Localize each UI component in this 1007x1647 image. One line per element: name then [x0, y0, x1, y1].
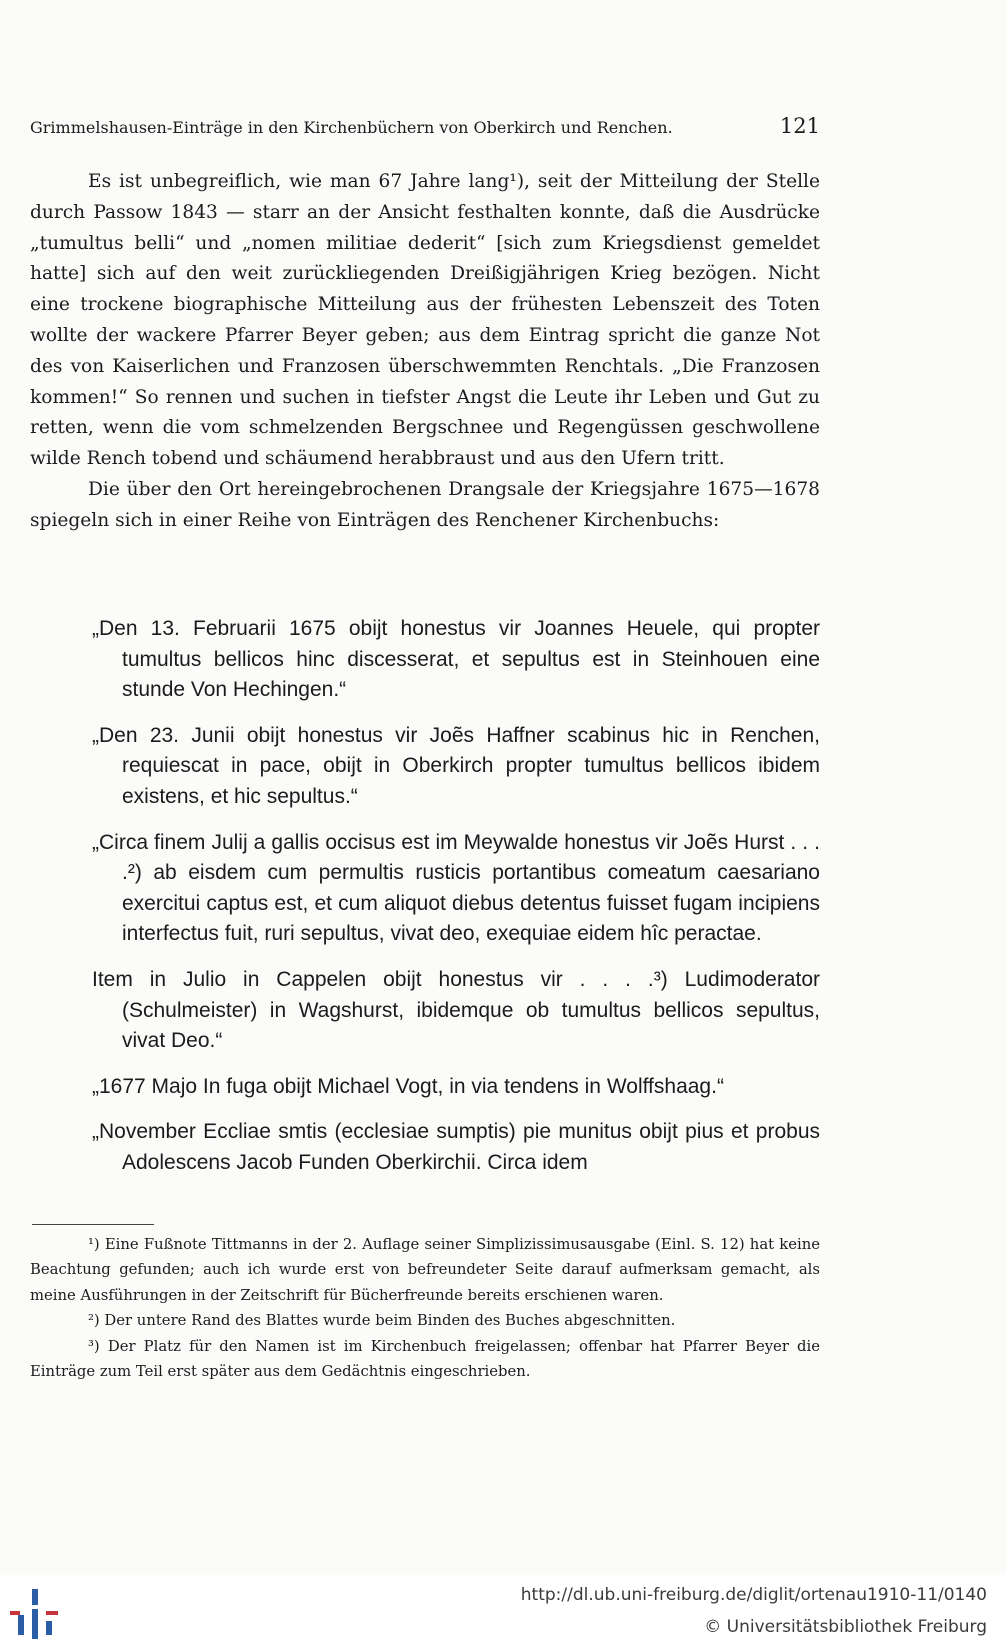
paragraph: Die über den Ort hereingebrochenen Drangsale der Kriegsjahre 1675—1678 spiegeln sich in einer Reihe von Einträgen des Renchener Kirchenbuchs: [30, 478, 820, 531]
copyright-notice: © Universitätsbibliothek Freiburg [704, 1617, 987, 1637]
footnote: ¹) Eine Fußnote Tittmanns in der 2. Auflage seiner Simplizissimusausgabe (Einl. S. 12) hat keine Beachtung gefunden; auch ich wurde erst von befreundeter Seite darauf aufmerksam gemacht, als meine Ausführungen in der Zeitschrift für Bücherfreunde bereits erschienen waren. [30, 1236, 820, 1304]
quoted-entry: „November Eccliae smtis (ecclesiae sumptis) pie munitus obijt pius et probus Adolescens Jacob Funden Oberkirchii. Circa idem [92, 1120, 820, 1174]
footnote: ²) Der untere Rand des Blattes wurde beim Binden des Buches abgeschnitten. [88, 1312, 676, 1330]
footnotes [30, 1232, 820, 1384]
church-book-entries [92, 614, 820, 1194]
university-library-logo-icon [8, 1587, 64, 1641]
quoted-entry: „Den 13. Februarii 1675 obijt honestus vir Joannes Heuele, qui propter tumultus bellicos hinc discesserat, et sepultus est in Steinhouen eine stunde Von Hechingen.“ [92, 617, 820, 702]
page-number: 121 [779, 114, 820, 138]
quoted-entry: Item in Julio in Cappelen obijt honestus vir . . . .³) Ludimoderator (Schulmeister) in Wagshurst, ibidemque ob tumultus bellicos sepultus, vivat Deo.“ [92, 967, 820, 1053]
footnote-divider [32, 1224, 154, 1225]
quoted-entry: „Circa finem Julij a gallis occisus est im Meywalde honestus vir Joẽs Hurst . . . .²) ab eisdem cum permultis rusticis portantibus comeatum caesariano exercitui captus est, et cum aliquot diebus detentus fuisset fugam incipiens interfectus fuit, ruri sepultus, vivat deo, exequiae eidem hîc peractae. [92, 830, 820, 946]
quoted-entry: „1677 Majo In fuga obijt Michael Vogt, in via tendens in Wolffshaag.“ [92, 1074, 724, 1098]
viewer-footer [0, 1575, 1007, 1647]
document-url[interactable]: http://dl.ub.uni-freiburg.de/diglit/ortenau1910-11/0140 [520, 1585, 987, 1605]
paragraph: Es ist unbegreiflich, wie man 67 Jahre lang¹), seit der Mitteilung der Stelle durch Passow 1843 — starr an der Ansicht festhalten konnte, daß die Ausdrücke „tumultus belli“ und „nomen militiae dederit“ [sich zum Kriegsdienst gemeldet hatte] sich auf den weit zurückliegenden Dreißigjährigen Krieg bezögen. Nicht eine trockene biographische Mitteilung aus der frühesten Lebenszeit des Toten wollte der wackere Pfarrer Beyer geben; aus dem Eintrag spricht die ganze Not des von Kaiserlichen und Franzosen überschwemmten Renchtals. „Die Franzosen kommen!“ So rennen und suchen in tiefster Angst die Leute ihr Leben und Gut zu retten, wenn die vom schmelzenden Bergschnee und Regengüssen geschwollene wilde Rench tobend und schäumend herabbraust und aus den Ufern tritt. [30, 171, 820, 470]
running-header [30, 114, 820, 138]
body-text [30, 167, 820, 537]
quoted-entry: „Den 23. Junii obijt honestus vir Joẽs Haffner scabinus hic in Renchen, requiescat in pace, obijt in Oberkirch propter tumultus bellicos ibidem existens, et hic sepultus.“ [92, 723, 820, 808]
running-title: Grimmelshausen-Einträge in den Kirchenbüchern von Oberkirch und Renchen. [30, 118, 673, 137]
footnote: ³) Der Platz für den Namen ist im Kirchenbuch freigelassen; offenbar hat Pfarrer Beyer die Einträge zum Teil erst später aus dem Gedächtnis eingeschrieben. [30, 1337, 820, 1381]
